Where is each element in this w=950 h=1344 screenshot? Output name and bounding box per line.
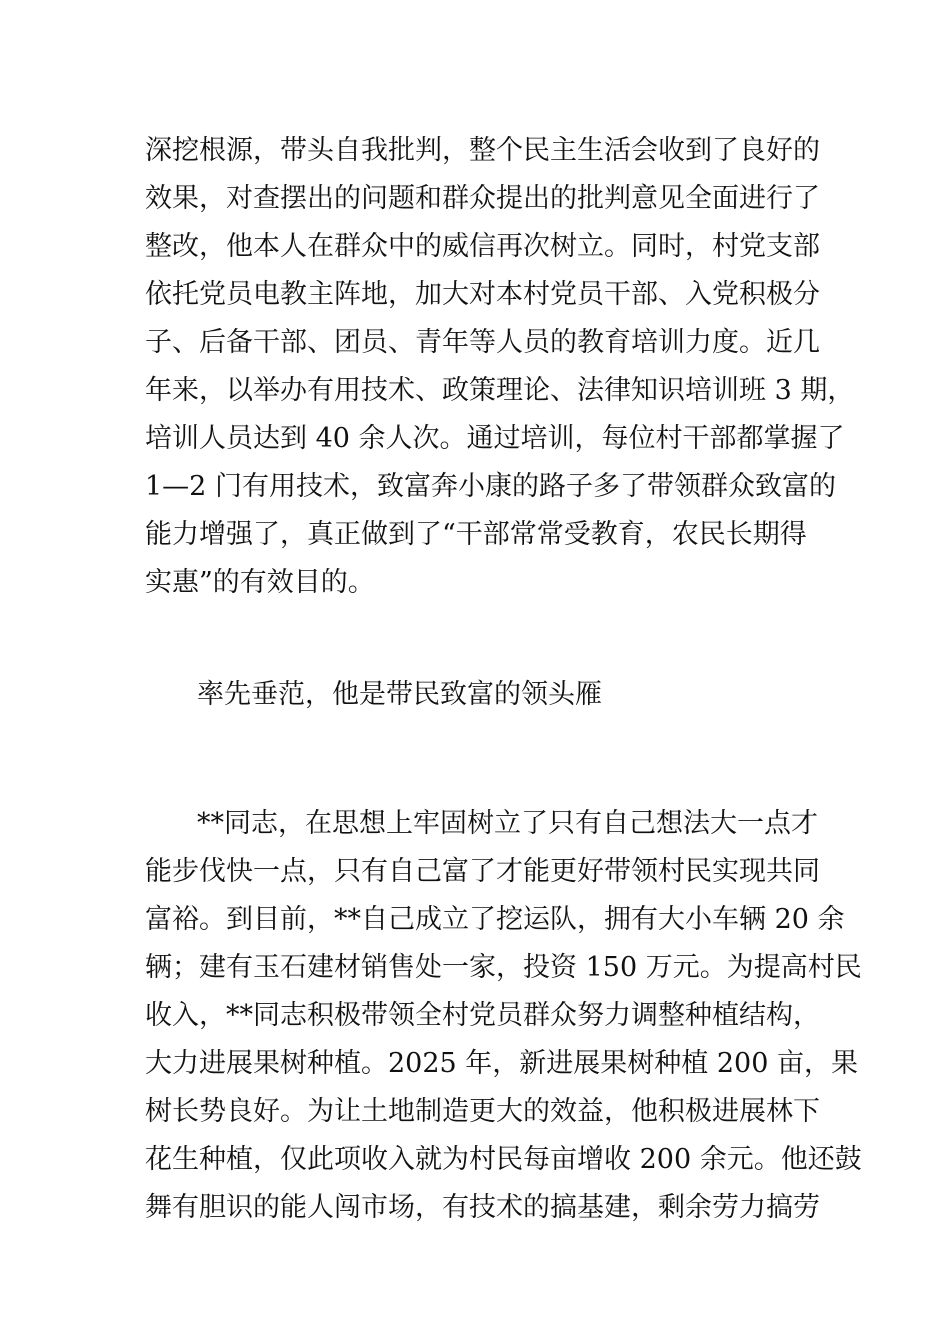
text-line: 实惠”的有效目的。 [145, 567, 375, 598]
text-line: 收入，**同志积极带领全村党员群众努力调整种植结构， [145, 1000, 820, 1031]
text-line: 花生种植，仅此项收入就为村民每亩增收 200 余元。他还鼓 [145, 1144, 862, 1175]
section-heading: 率先垂范，他是带民致富的领头雁 [197, 679, 602, 710]
text-line: 大力进展果树种植。2025 年，新进展果树种植 200 亩，果 [145, 1048, 858, 1079]
text-line: **同志，在思想上牢固树立了只有自己想法大一点才 [197, 808, 818, 839]
text-line: 树长势良好。为让土地制造更大的效益，他积极进展林下 [145, 1096, 820, 1127]
text-line: 辆；建有玉石建材销售处一家，投资 150 万元。为提高村民 [145, 952, 862, 983]
text-line: 深挖根源，带头自我批判，整个民主生活会收到了良好的 [145, 135, 820, 166]
text-line: 能力增强了，真正做到了“干部常常受教育，农民长期得 [145, 519, 807, 550]
text-line: 培训人员达到 40 余人次。通过培训，每位村干部都掌握了 [145, 423, 845, 454]
text-line: 舞有胆识的能人闯市场，有技术的搞基建，剩余劳力搞劳 [145, 1192, 820, 1223]
text-line: 子、后备干部、团员、青年等人员的教育培训力度。近几 [145, 327, 820, 358]
text-line: 富裕。到目前，**自己成立了挖运队，拥有大小车辆 20 余 [145, 904, 845, 935]
text-line: 效果，对查摆出的问题和群众提出的批判意见全面进行了 [145, 183, 820, 214]
text-line: 依托党员电教主阵地，加大对本村党员干部、入党积极分 [145, 279, 820, 310]
text-line: 年来，以举办有用技术、政策理论、法律知识培训班 3 期， [145, 375, 855, 406]
text-line: 整改，他本人在群众中的威信再次树立。同时，村党支部 [145, 231, 820, 262]
text-line: 能步伐快一点，只有自己富了才能更好带领村民实现共同 [145, 856, 820, 887]
text-line: 1—2 门有用技术，致富奔小康的路子多了带领群众致富的 [145, 471, 836, 502]
